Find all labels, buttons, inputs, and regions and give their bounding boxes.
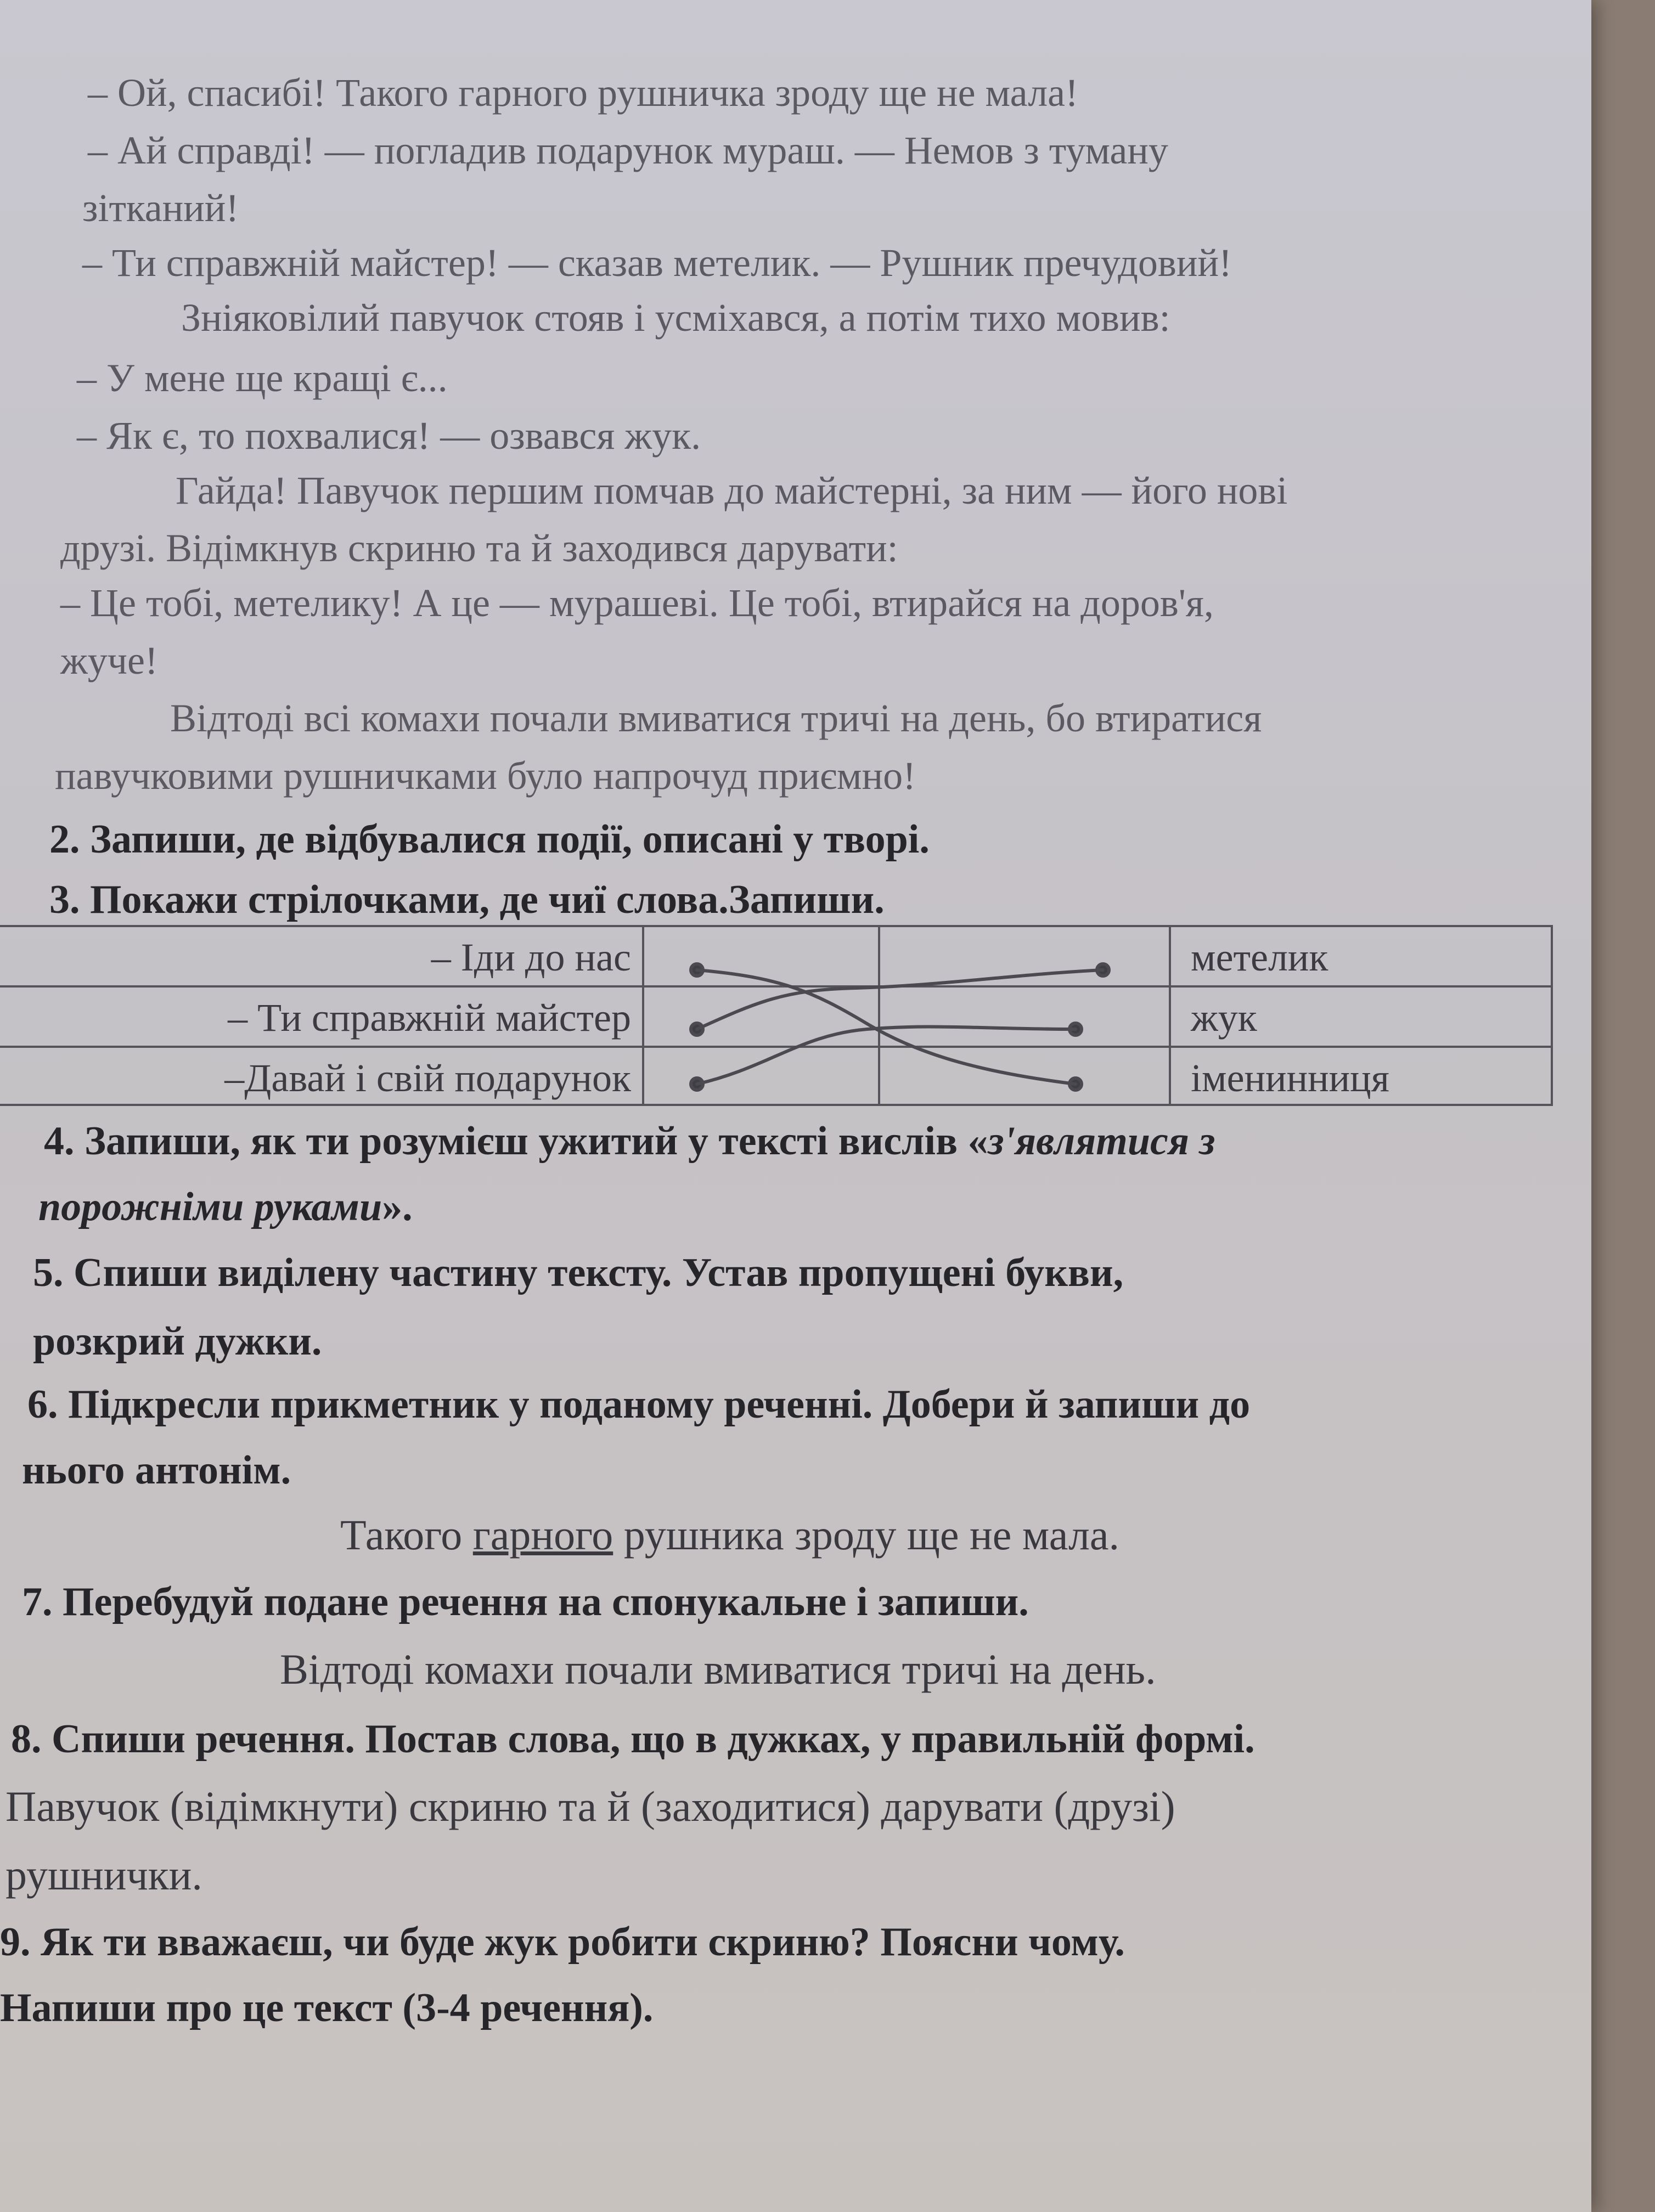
- task-4-cont: [38, 1185, 413, 1229]
- task-4-text: 4. Запиши, як ти розумієш ужитий у тексті вислів «: [44, 1119, 988, 1164]
- speaker-cell: жук: [1191, 996, 1257, 1040]
- task-2: 2. Запиши, де відбувалися події, описані у творі.: [49, 817, 930, 862]
- task-3: 3. Покажи стрілочками, де чиї слова.Запиши.: [49, 877, 885, 922]
- story-line: павучковими рушничками було напрочуд приємно!: [55, 754, 916, 798]
- story-line: Відтоді всі комахи почали вмиватися тричі на день, бо втиратися: [170, 696, 1262, 740]
- story-line: – У мене ще кращі є...: [77, 356, 448, 400]
- task-4-end: ».: [382, 1184, 413, 1229]
- task-4-phrase-cont: порожніми руками: [38, 1184, 382, 1229]
- task-5-cont: розкрий дужки.: [33, 1319, 322, 1364]
- story-line: жуче!: [60, 639, 158, 682]
- story-line: Зніяковілий павучок стояв і усміхався, а потім тихо мовив:: [181, 296, 1170, 340]
- story-line: – Це тобі, метелику! А це — мурашеві. Це тобі, втирайся на доров'я,: [60, 581, 1214, 625]
- task-8-line1: Павучок (відімкнути) скриню та й (заходитися) дарувати (друзі): [5, 1782, 1175, 1830]
- task-4-phrase: з'являтися з: [988, 1119, 1215, 1164]
- task-7: 7. Перебудуй подане речення на спонукальне і запиши.: [22, 1579, 1029, 1624]
- task-9: 9. Як ти вважаєш, чи буде жук робити скриню? Поясни чому.: [0, 1920, 1125, 1965]
- story-line: – Ти справжній майстер! — сказав метелик. — Рушник пречудовий!: [82, 241, 1232, 285]
- quote-cell: – Іди до нас: [431, 935, 631, 979]
- sentence-part: рушника зроду ще не мала.: [613, 1511, 1120, 1559]
- story-line: зітканий!: [82, 186, 239, 230]
- matching-table: [0, 925, 1553, 1106]
- task-6-sentence: [340, 1511, 1119, 1559]
- story-line: друзі. Відімкнув скриню та й заходився дарувати:: [60, 526, 898, 570]
- task-8: 8. Спиши речення. Постав слова, що в дужках, у правильній формі.: [11, 1717, 1255, 1762]
- story-line: Гайда! Павучок першим помчав до майстерні, за ним — його нові: [176, 469, 1288, 512]
- task-4: [44, 1119, 1215, 1164]
- pencil-arrows: [0, 925, 1553, 1106]
- sentence-part: Такого: [340, 1511, 473, 1559]
- task-6: 6. Підкресли прикметник у поданому реченні. Добери й запиши до: [27, 1382, 1251, 1427]
- task-8-line2: рушнички.: [5, 1851, 202, 1899]
- task-5: 5. Спиши виділену частину тексту. Устав пропущені букви,: [33, 1250, 1124, 1295]
- story-line: – Ай справді! — погладив подарунок мураш. — Немов з туману: [88, 128, 1168, 172]
- story-line: – Ой, спасибі! Такого гарного рушничка зроду ще не мала!: [88, 71, 1079, 115]
- underlined-adjective: гарного: [472, 1511, 613, 1559]
- task-7-sentence: Відтоді комахи почали вмиватися тричі на день.: [280, 1645, 1156, 1693]
- story-line: – Як є, то похвалися! — озвався жук.: [77, 414, 701, 458]
- task-6-cont: нього антонім.: [22, 1448, 291, 1493]
- speaker-cell: іменинниця: [1191, 1056, 1389, 1100]
- quote-cell: –Давай і свій подарунок: [224, 1056, 631, 1100]
- quote-cell: – Ти справжній майстер: [228, 996, 631, 1040]
- speaker-cell: метелик: [1191, 935, 1328, 979]
- task-9-cont: Напиши про це текст (3-4 речення).: [0, 1985, 654, 2030]
